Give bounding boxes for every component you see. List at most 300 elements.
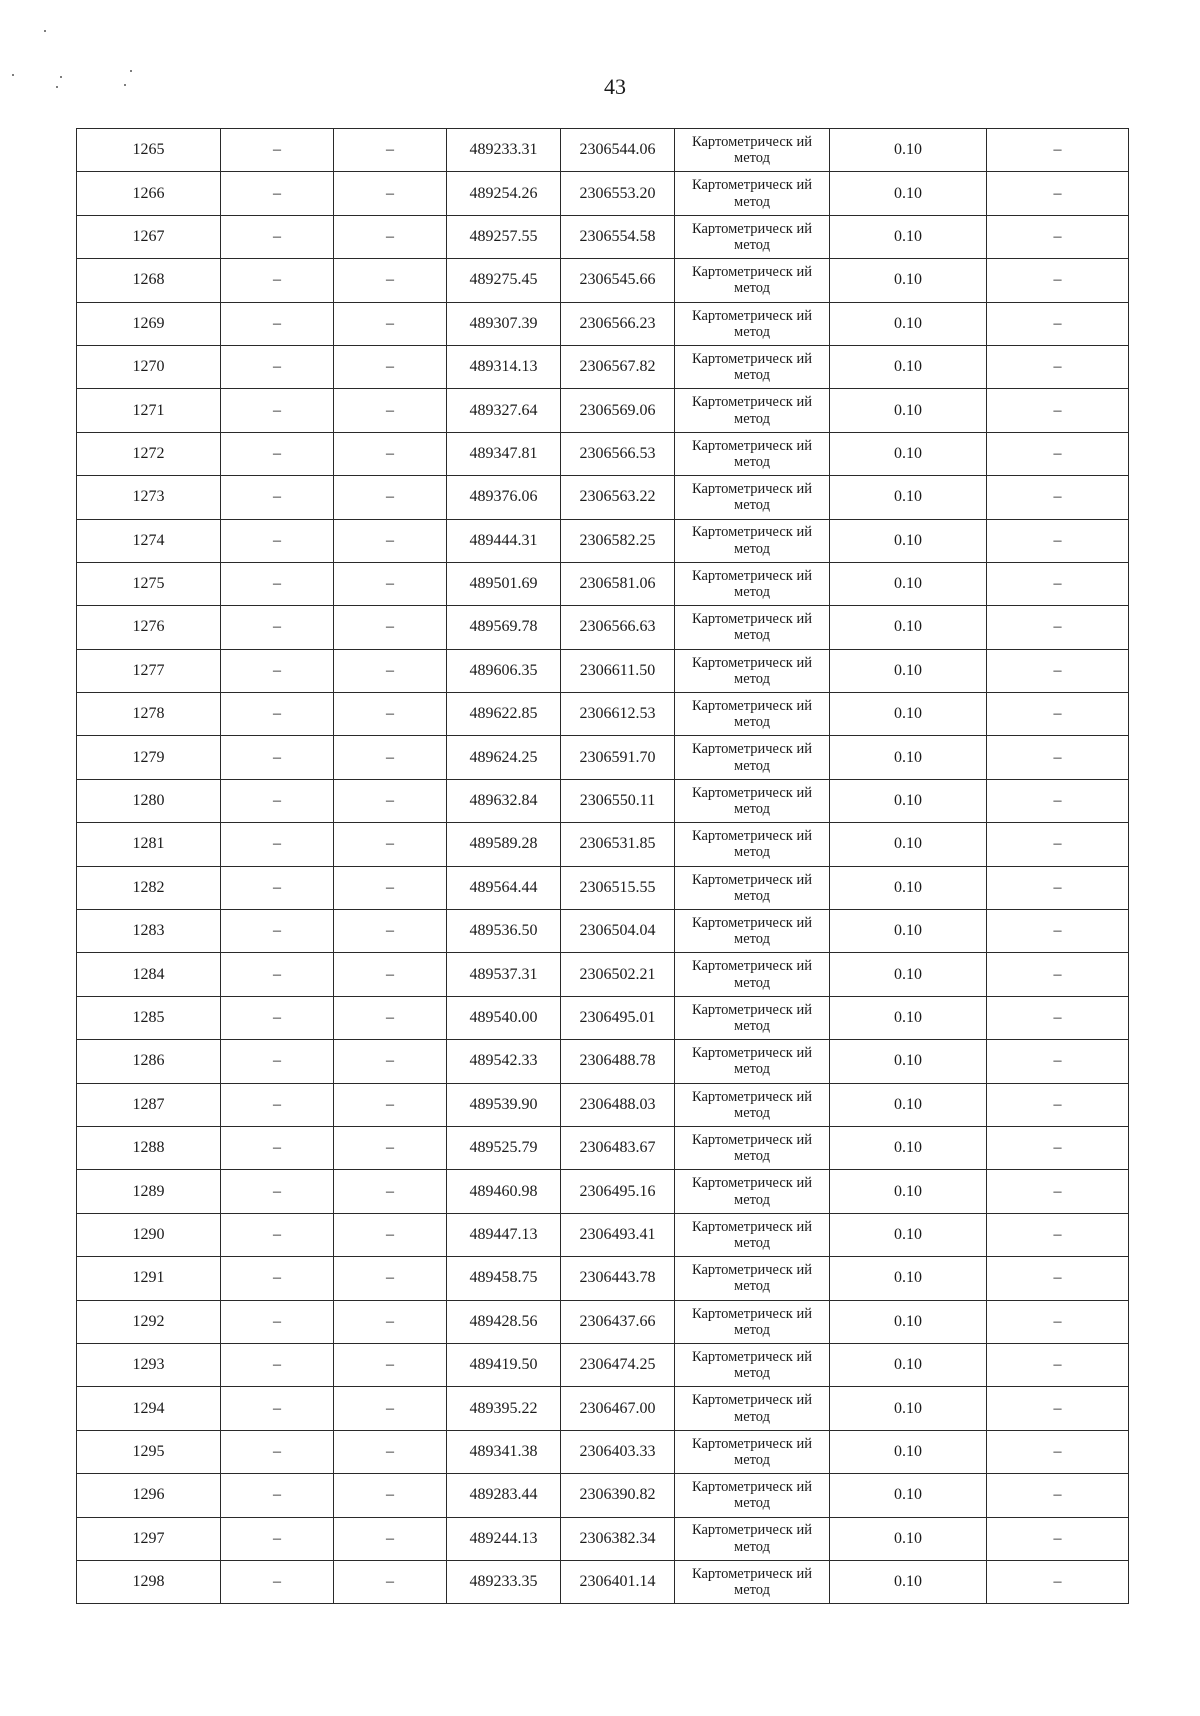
dash-cell: – <box>221 432 334 475</box>
scan-speck <box>130 70 132 72</box>
dash-cell: – <box>221 389 334 432</box>
x-coordinate-cell: 489395.22 <box>447 1387 561 1430</box>
dash-cell: – <box>334 1170 447 1213</box>
point-number-cell: 1290 <box>77 1213 221 1256</box>
method-cell: Картометрическ ий метод <box>675 1343 830 1386</box>
dash-cell: – <box>987 1387 1129 1430</box>
y-coordinate-cell: 2306566.53 <box>561 432 675 475</box>
dash-cell: – <box>987 432 1129 475</box>
point-number-cell: 1272 <box>77 432 221 475</box>
dash-cell: – <box>221 910 334 953</box>
point-number-cell: 1275 <box>77 562 221 605</box>
dash-cell: – <box>987 476 1129 519</box>
method-cell: Картометрическ ий метод <box>675 1083 830 1126</box>
method-cell: Картометрическ ий метод <box>675 649 830 692</box>
point-number-cell: 1274 <box>77 519 221 562</box>
accuracy-cell: 0.10 <box>830 172 987 215</box>
dash-cell: – <box>334 345 447 388</box>
x-coordinate-cell: 489632.84 <box>447 779 561 822</box>
y-coordinate-cell: 2306550.11 <box>561 779 675 822</box>
table-row <box>77 1213 1129 1256</box>
point-number-cell: 1282 <box>77 866 221 909</box>
point-number-cell: 1283 <box>77 910 221 953</box>
method-cell: Картометрическ ий метод <box>675 823 830 866</box>
dash-cell: – <box>987 910 1129 953</box>
y-coordinate-cell: 2306502.21 <box>561 953 675 996</box>
dash-cell: – <box>221 779 334 822</box>
y-coordinate-cell: 2306474.25 <box>561 1343 675 1386</box>
method-cell: Картометрическ ий метод <box>675 736 830 779</box>
dash-cell: – <box>987 1430 1129 1473</box>
page-number: 43 <box>604 74 626 99</box>
accuracy-cell: 0.10 <box>830 1387 987 1430</box>
method-cell: Картометрическ ий метод <box>675 1474 830 1517</box>
accuracy-cell: 0.10 <box>830 866 987 909</box>
dash-cell: – <box>987 1040 1129 1083</box>
x-coordinate-cell: 489589.28 <box>447 823 561 866</box>
dash-cell: – <box>334 996 447 1039</box>
point-number-cell: 1293 <box>77 1343 221 1386</box>
method-cell: Картометрическ ий метод <box>675 389 830 432</box>
accuracy-cell: 0.10 <box>830 432 987 475</box>
dash-cell: – <box>334 519 447 562</box>
accuracy-cell: 0.10 <box>830 1040 987 1083</box>
point-number-cell: 1287 <box>77 1083 221 1126</box>
dash-cell: – <box>334 866 447 909</box>
dash-cell: – <box>221 1040 334 1083</box>
x-coordinate-cell: 489624.25 <box>447 736 561 779</box>
dash-cell: – <box>221 259 334 302</box>
dash-cell: – <box>221 172 334 215</box>
dash-cell: – <box>221 1213 334 1256</box>
accuracy-cell: 0.10 <box>830 1560 987 1603</box>
dash-cell: – <box>334 1430 447 1473</box>
point-number-cell: 1297 <box>77 1517 221 1560</box>
dash-cell: – <box>334 1474 447 1517</box>
point-number-cell: 1296 <box>77 1474 221 1517</box>
accuracy-cell: 0.10 <box>830 259 987 302</box>
x-coordinate-cell: 489428.56 <box>447 1300 561 1343</box>
table-row <box>77 389 1129 432</box>
table-row <box>77 562 1129 605</box>
accuracy-cell: 0.10 <box>830 1430 987 1473</box>
dash-cell: – <box>334 1083 447 1126</box>
method-cell: Картометрическ ий метод <box>675 1257 830 1300</box>
dash-cell: – <box>987 693 1129 736</box>
dash-cell: – <box>221 736 334 779</box>
table-row <box>77 953 1129 996</box>
table-row <box>77 172 1129 215</box>
dash-cell: – <box>334 1517 447 1560</box>
table-row <box>77 259 1129 302</box>
dash-cell: – <box>221 345 334 388</box>
method-cell: Картометрическ ий метод <box>675 302 830 345</box>
y-coordinate-cell: 2306467.00 <box>561 1387 675 1430</box>
table-row <box>77 345 1129 388</box>
point-number-cell: 1284 <box>77 953 221 996</box>
x-coordinate-cell: 489257.55 <box>447 215 561 258</box>
point-number-cell: 1268 <box>77 259 221 302</box>
y-coordinate-cell: 2306566.23 <box>561 302 675 345</box>
accuracy-cell: 0.10 <box>830 736 987 779</box>
x-coordinate-cell: 489536.50 <box>447 910 561 953</box>
x-coordinate-cell: 489622.85 <box>447 693 561 736</box>
accuracy-cell: 0.10 <box>830 649 987 692</box>
dash-cell: – <box>987 129 1129 172</box>
point-number-cell: 1292 <box>77 1300 221 1343</box>
x-coordinate-cell: 489314.13 <box>447 345 561 388</box>
method-cell: Картометрическ ий метод <box>675 1387 830 1430</box>
x-coordinate-cell: 489327.64 <box>447 389 561 432</box>
y-coordinate-cell: 2306504.04 <box>561 910 675 953</box>
dash-cell: – <box>221 1430 334 1473</box>
dash-cell: – <box>221 476 334 519</box>
dash-cell: – <box>334 1343 447 1386</box>
table-row <box>77 606 1129 649</box>
point-number-cell: 1298 <box>77 1560 221 1603</box>
method-cell: Картометрическ ий метод <box>675 1517 830 1560</box>
table-row <box>77 519 1129 562</box>
table-row <box>77 1300 1129 1343</box>
table-row <box>77 910 1129 953</box>
point-number-cell: 1295 <box>77 1430 221 1473</box>
accuracy-cell: 0.10 <box>830 129 987 172</box>
method-cell: Картометрическ ий метод <box>675 1430 830 1473</box>
point-number-cell: 1266 <box>77 172 221 215</box>
dash-cell: – <box>334 476 447 519</box>
dash-cell: – <box>221 693 334 736</box>
table-row <box>77 866 1129 909</box>
dash-cell: – <box>334 259 447 302</box>
y-coordinate-cell: 2306553.20 <box>561 172 675 215</box>
y-coordinate-cell: 2306582.25 <box>561 519 675 562</box>
dash-cell: – <box>334 1040 447 1083</box>
dash-cell: – <box>987 519 1129 562</box>
table-row <box>77 1430 1129 1473</box>
dash-cell: – <box>334 779 447 822</box>
dash-cell: – <box>987 1126 1129 1169</box>
y-coordinate-cell: 2306591.70 <box>561 736 675 779</box>
point-number-cell: 1289 <box>77 1170 221 1213</box>
y-coordinate-cell: 2306612.53 <box>561 693 675 736</box>
accuracy-cell: 0.10 <box>830 1083 987 1126</box>
x-coordinate-cell: 489444.31 <box>447 519 561 562</box>
accuracy-cell: 0.10 <box>830 910 987 953</box>
dash-cell: – <box>987 779 1129 822</box>
dash-cell: – <box>334 736 447 779</box>
dash-cell: – <box>334 1213 447 1256</box>
dash-cell: – <box>334 129 447 172</box>
x-coordinate-cell: 489539.90 <box>447 1083 561 1126</box>
dash-cell: – <box>221 649 334 692</box>
dash-cell: – <box>221 1126 334 1169</box>
y-coordinate-cell: 2306443.78 <box>561 1257 675 1300</box>
table-row <box>77 432 1129 475</box>
x-coordinate-cell: 489254.26 <box>447 172 561 215</box>
method-cell: Картометрическ ий метод <box>675 562 830 605</box>
accuracy-cell: 0.10 <box>830 1257 987 1300</box>
table-row <box>77 1040 1129 1083</box>
dash-cell: – <box>987 1257 1129 1300</box>
table-row <box>77 476 1129 519</box>
y-coordinate-cell: 2306531.85 <box>561 823 675 866</box>
dash-cell: – <box>334 1560 447 1603</box>
table-row <box>77 823 1129 866</box>
dash-cell: – <box>987 1213 1129 1256</box>
dash-cell: – <box>334 1257 447 1300</box>
x-coordinate-cell: 489283.44 <box>447 1474 561 1517</box>
accuracy-cell: 0.10 <box>830 1170 987 1213</box>
dash-cell: – <box>221 562 334 605</box>
dash-cell: – <box>334 172 447 215</box>
y-coordinate-cell: 2306437.66 <box>561 1300 675 1343</box>
x-coordinate-cell: 489525.79 <box>447 1126 561 1169</box>
table-row <box>77 215 1129 258</box>
x-coordinate-cell: 489244.13 <box>447 1517 561 1560</box>
coordinates-table <box>76 128 1129 1604</box>
dash-cell: – <box>221 996 334 1039</box>
table-row <box>77 1083 1129 1126</box>
y-coordinate-cell: 2306382.34 <box>561 1517 675 1560</box>
dash-cell: – <box>221 1474 334 1517</box>
x-coordinate-cell: 489606.35 <box>447 649 561 692</box>
y-coordinate-cell: 2306554.58 <box>561 215 675 258</box>
y-coordinate-cell: 2306401.14 <box>561 1560 675 1603</box>
dash-cell: – <box>987 736 1129 779</box>
accuracy-cell: 0.10 <box>830 606 987 649</box>
x-coordinate-cell: 489458.75 <box>447 1257 561 1300</box>
dash-cell: – <box>987 302 1129 345</box>
method-cell: Картометрическ ий метод <box>675 172 830 215</box>
method-cell: Картометрическ ий метод <box>675 476 830 519</box>
dash-cell: – <box>334 953 447 996</box>
x-coordinate-cell: 489347.81 <box>447 432 561 475</box>
y-coordinate-cell: 2306483.67 <box>561 1126 675 1169</box>
method-cell: Картометрическ ий метод <box>675 866 830 909</box>
table-row <box>77 996 1129 1039</box>
dash-cell: – <box>334 606 447 649</box>
dash-cell: – <box>221 302 334 345</box>
method-cell: Картометрическ ий метод <box>675 345 830 388</box>
dash-cell: – <box>987 996 1129 1039</box>
point-number-cell: 1277 <box>77 649 221 692</box>
dash-cell: – <box>334 1387 447 1430</box>
table-row <box>77 1257 1129 1300</box>
x-coordinate-cell: 489275.45 <box>447 259 561 302</box>
dash-cell: – <box>221 1560 334 1603</box>
method-cell: Картометрическ ий метод <box>675 519 830 562</box>
dash-cell: – <box>987 215 1129 258</box>
dash-cell: – <box>221 1343 334 1386</box>
x-coordinate-cell: 489419.50 <box>447 1343 561 1386</box>
method-cell: Картометрическ ий метод <box>675 1560 830 1603</box>
x-coordinate-cell: 489233.35 <box>447 1560 561 1603</box>
dash-cell: – <box>334 910 447 953</box>
table-row <box>77 779 1129 822</box>
point-number-cell: 1273 <box>77 476 221 519</box>
point-number-cell: 1270 <box>77 345 221 388</box>
accuracy-cell: 0.10 <box>830 1300 987 1343</box>
x-coordinate-cell: 489569.78 <box>447 606 561 649</box>
dash-cell: – <box>987 562 1129 605</box>
accuracy-cell: 0.10 <box>830 345 987 388</box>
point-number-cell: 1291 <box>77 1257 221 1300</box>
dash-cell: – <box>987 1343 1129 1386</box>
dash-cell: – <box>221 1517 334 1560</box>
dash-cell: – <box>221 953 334 996</box>
method-cell: Картометрическ ий метод <box>675 1040 830 1083</box>
y-coordinate-cell: 2306495.01 <box>561 996 675 1039</box>
method-cell: Картометрическ ий метод <box>675 910 830 953</box>
dash-cell: – <box>221 606 334 649</box>
dash-cell: – <box>334 302 447 345</box>
dash-cell: – <box>334 389 447 432</box>
point-number-cell: 1271 <box>77 389 221 432</box>
dash-cell: – <box>221 1387 334 1430</box>
x-coordinate-cell: 489376.06 <box>447 476 561 519</box>
x-coordinate-cell: 489542.33 <box>447 1040 561 1083</box>
y-coordinate-cell: 2306495.16 <box>561 1170 675 1213</box>
table-row <box>77 129 1129 172</box>
dash-cell: – <box>987 649 1129 692</box>
y-coordinate-cell: 2306390.82 <box>561 1474 675 1517</box>
y-coordinate-cell: 2306488.03 <box>561 1083 675 1126</box>
dash-cell: – <box>334 562 447 605</box>
method-cell: Картометрическ ий метод <box>675 1126 830 1169</box>
point-number-cell: 1281 <box>77 823 221 866</box>
method-cell: Картометрическ ий метод <box>675 129 830 172</box>
accuracy-cell: 0.10 <box>830 389 987 432</box>
dash-cell: – <box>987 1517 1129 1560</box>
y-coordinate-cell: 2306563.22 <box>561 476 675 519</box>
dash-cell: – <box>987 1474 1129 1517</box>
y-coordinate-cell: 2306515.55 <box>561 866 675 909</box>
dash-cell: – <box>334 1126 447 1169</box>
dash-cell: – <box>221 823 334 866</box>
point-number-cell: 1278 <box>77 693 221 736</box>
table-row <box>77 1387 1129 1430</box>
point-number-cell: 1280 <box>77 779 221 822</box>
accuracy-cell: 0.10 <box>830 996 987 1039</box>
table-row <box>77 693 1129 736</box>
y-coordinate-cell: 2306569.06 <box>561 389 675 432</box>
dash-cell: – <box>987 259 1129 302</box>
table-row <box>77 1170 1129 1213</box>
dash-cell: – <box>221 519 334 562</box>
table-row <box>77 1126 1129 1169</box>
dash-cell: – <box>221 215 334 258</box>
dash-cell: – <box>987 1170 1129 1213</box>
point-number-cell: 1267 <box>77 215 221 258</box>
dash-cell: – <box>221 1170 334 1213</box>
accuracy-cell: 0.10 <box>830 302 987 345</box>
point-number-cell: 1276 <box>77 606 221 649</box>
y-coordinate-cell: 2306493.41 <box>561 1213 675 1256</box>
method-cell: Картометрическ ий метод <box>675 693 830 736</box>
dash-cell: – <box>334 693 447 736</box>
x-coordinate-cell: 489233.31 <box>447 129 561 172</box>
y-coordinate-cell: 2306488.78 <box>561 1040 675 1083</box>
dash-cell: – <box>221 129 334 172</box>
table-row <box>77 649 1129 692</box>
table-row <box>77 1517 1129 1560</box>
accuracy-cell: 0.10 <box>830 779 987 822</box>
point-number-cell: 1265 <box>77 129 221 172</box>
point-number-cell: 1288 <box>77 1126 221 1169</box>
point-number-cell: 1285 <box>77 996 221 1039</box>
table-row <box>77 736 1129 779</box>
dash-cell: – <box>334 215 447 258</box>
y-coordinate-cell: 2306544.06 <box>561 129 675 172</box>
y-coordinate-cell: 2306567.82 <box>561 345 675 388</box>
x-coordinate-cell: 489307.39 <box>447 302 561 345</box>
dash-cell: – <box>221 1083 334 1126</box>
method-cell: Картометрическ ий метод <box>675 215 830 258</box>
method-cell: Картометрическ ий метод <box>675 953 830 996</box>
dash-cell: – <box>987 172 1129 215</box>
accuracy-cell: 0.10 <box>830 1343 987 1386</box>
point-number-cell: 1294 <box>77 1387 221 1430</box>
accuracy-cell: 0.10 <box>830 1474 987 1517</box>
dash-cell: – <box>221 1300 334 1343</box>
method-cell: Картометрическ ий метод <box>675 1300 830 1343</box>
y-coordinate-cell: 2306403.33 <box>561 1430 675 1473</box>
method-cell: Картометрическ ий метод <box>675 606 830 649</box>
dash-cell: – <box>221 866 334 909</box>
accuracy-cell: 0.10 <box>830 693 987 736</box>
x-coordinate-cell: 489501.69 <box>447 562 561 605</box>
dash-cell: – <box>987 866 1129 909</box>
x-coordinate-cell: 489447.13 <box>447 1213 561 1256</box>
method-cell: Картометрическ ий метод <box>675 432 830 475</box>
accuracy-cell: 0.10 <box>830 476 987 519</box>
dash-cell: – <box>987 606 1129 649</box>
point-number-cell: 1279 <box>77 736 221 779</box>
dash-cell: – <box>987 1300 1129 1343</box>
method-cell: Картометрическ ий метод <box>675 1170 830 1213</box>
accuracy-cell: 0.10 <box>830 823 987 866</box>
y-coordinate-cell: 2306545.66 <box>561 259 675 302</box>
x-coordinate-cell: 489537.31 <box>447 953 561 996</box>
table-row <box>77 302 1129 345</box>
dash-cell: – <box>987 1560 1129 1603</box>
dash-cell: – <box>334 649 447 692</box>
dash-cell: – <box>987 345 1129 388</box>
y-coordinate-cell: 2306566.63 <box>561 606 675 649</box>
table-row <box>77 1343 1129 1386</box>
dash-cell: – <box>334 823 447 866</box>
accuracy-cell: 0.10 <box>830 1213 987 1256</box>
dash-cell: – <box>221 1257 334 1300</box>
dash-cell: – <box>987 1083 1129 1126</box>
point-number-cell: 1269 <box>77 302 221 345</box>
accuracy-cell: 0.10 <box>830 562 987 605</box>
point-number-cell: 1286 <box>77 1040 221 1083</box>
accuracy-cell: 0.10 <box>830 1126 987 1169</box>
method-cell: Картометрическ ий метод <box>675 1213 830 1256</box>
method-cell: Картометрическ ий метод <box>675 996 830 1039</box>
scan-speck <box>44 30 46 32</box>
x-coordinate-cell: 489460.98 <box>447 1170 561 1213</box>
accuracy-cell: 0.10 <box>830 215 987 258</box>
accuracy-cell: 0.10 <box>830 519 987 562</box>
dash-cell: – <box>334 1300 447 1343</box>
table-row <box>77 1474 1129 1517</box>
method-cell: Картометрическ ий метод <box>675 779 830 822</box>
table-row <box>77 1560 1129 1603</box>
y-coordinate-cell: 2306581.06 <box>561 562 675 605</box>
y-coordinate-cell: 2306611.50 <box>561 649 675 692</box>
